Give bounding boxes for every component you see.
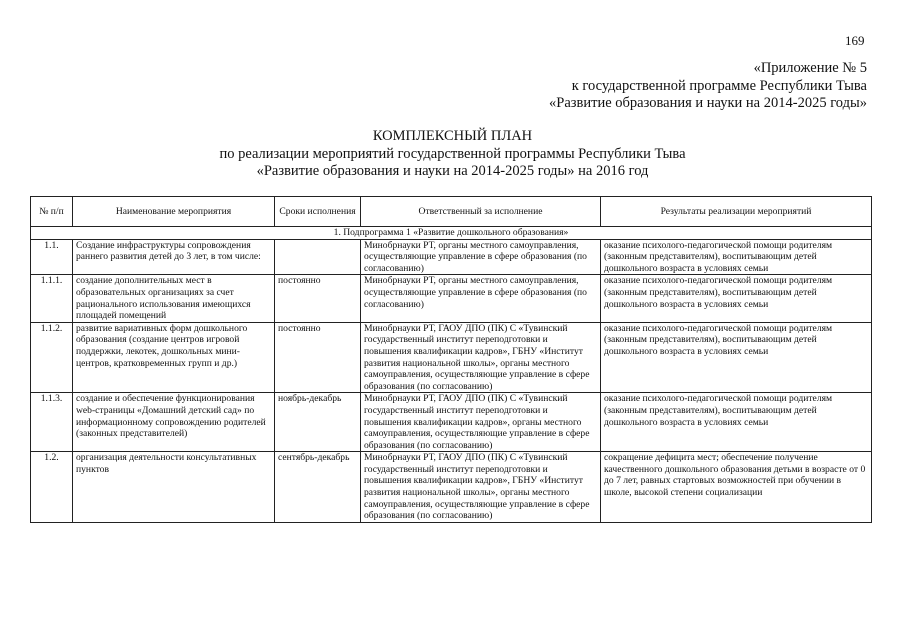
subprogram-title: 1. Подпрограмма 1 «Развитие дошкольного образования» (31, 227, 872, 240)
row-results: сокращение дефицита мест; обеспечение получение качественного дошкольного образования детьми в возрасте от 0 до 7 лет, равных стартовых возможностей при обучении в школе, высокой степени социализации (601, 452, 872, 523)
row-term (275, 239, 361, 275)
row-name: Создание инфраструктуры сопровождения раннего развития детей до 3 лет, в том числе: (73, 239, 275, 275)
header-responsible: Ответственный за исполнение (361, 197, 601, 227)
plan-title-line-2: по реализации мероприятий государственной программы Республики Тыва (219, 145, 686, 162)
row-name: создание дополнительных мест в образовательных организациях за счет рационального использования имеющихся площадей помещений (73, 275, 275, 322)
header-results: Результаты реализации мероприятий (601, 197, 872, 227)
table-row (31, 322, 872, 393)
header-num: № п/п (31, 197, 73, 227)
row-responsible: Минобрнауки РТ, ГАОУ ДПО (ПК) С «Тувинский государственный институт переподготовки и повышения квалификации кадров», ГБНУ «Институт развития национальной школы», органы местного самоуправления, осуществляющие управление в сфере образования (по согласованию) (361, 452, 601, 523)
table-row (31, 393, 872, 452)
header-term: Сроки исполнения (275, 197, 361, 227)
row-results: оказание психолого-педагогической помощи родителям (законным представителям), воспитывающим детей дошкольного возраста в условиях семьи (601, 275, 872, 322)
page-number: 169 (845, 33, 865, 48)
row-results: оказание психолого-педагогической помощи родителям (законным представителям), воспитывающим детей дошкольного возраста в условиях семьи (601, 239, 872, 275)
appendix-line-3: «Развитие образования и науки на 2014-2025 годы» (549, 95, 867, 111)
plan-table (30, 196, 872, 523)
plan-title-line-1: КОМПЛЕКСНЫЙ ПЛАН (372, 128, 533, 144)
table-row (31, 275, 872, 322)
table-header-row (31, 197, 872, 227)
row-num: 1.1.1. (31, 275, 73, 322)
row-term: постоянно (275, 322, 361, 393)
row-num: 1.1. (31, 239, 73, 275)
row-responsible: Минобрнауки РТ, органы местного самоуправления, осуществляющие управление в сфере образования (по согласованию) (361, 239, 601, 275)
row-num: 1.2. (31, 452, 73, 523)
row-term: ноябрь-декабрь (275, 393, 361, 452)
table-row (31, 239, 872, 275)
appendix-line-1: «Приложение № 5 (753, 60, 867, 76)
row-name: организация деятельности консультативных пунктов (73, 452, 275, 523)
appendix-header (549, 60, 867, 113)
row-responsible: Минобрнауки РТ, органы местного самоуправления, осуществляющие управление в сфере образования (по согласованию) (361, 275, 601, 322)
row-num: 1.1.2. (31, 322, 73, 393)
plan-title (0, 128, 905, 181)
subprogram-row (31, 227, 872, 240)
row-name: создание и обеспечение функционирования web-страницы «Домашний детский сад» по информационному сопровождению родителей (законных представителей) (73, 393, 275, 452)
row-term: сентябрь-декабрь (275, 452, 361, 523)
plan-title-line-3: «Развитие образования и науки на 2014-2025 годы» на 2016 год (256, 163, 649, 179)
row-responsible: Минобрнауки РТ, ГАОУ ДПО (ПК) С «Тувинский государственный институт переподготовки и повышения квалификации кадров», органы местного самоуправления, осуществляющие управление в сфере образования (по согласованию) (361, 393, 601, 452)
header-name: Наименование мероприятия (73, 197, 275, 227)
row-results: оказание психолого-педагогической помощи родителям (законным представителям), воспитывающим детей дошкольного возраста в условиях семьи (601, 393, 872, 452)
row-responsible: Минобрнауки РТ, ГАОУ ДПО (ПК) С «Тувинский государственный институт переподготовки и повышения квалификации кадров», ГБНУ «Институт развития национальной школы», органы местного самоуправления, осуществляющие управление в сфере образования (по согласованию) (361, 322, 601, 393)
table-row (31, 452, 872, 523)
row-num: 1.1.3. (31, 393, 73, 452)
appendix-line-2: к государственной программе Республики Тыва (571, 77, 867, 94)
row-name: развитие вариативных форм дошкольного образования (создание центров игровой поддержки, лекотек, дошкольных мини-центров, кратковременных групп и др.) (73, 322, 275, 393)
row-term: постоянно (275, 275, 361, 322)
row-results: оказание психолого-педагогической помощи родителям (законным представителям), воспитывающим детей дошкольного возраста в условиях семьи (601, 322, 872, 393)
